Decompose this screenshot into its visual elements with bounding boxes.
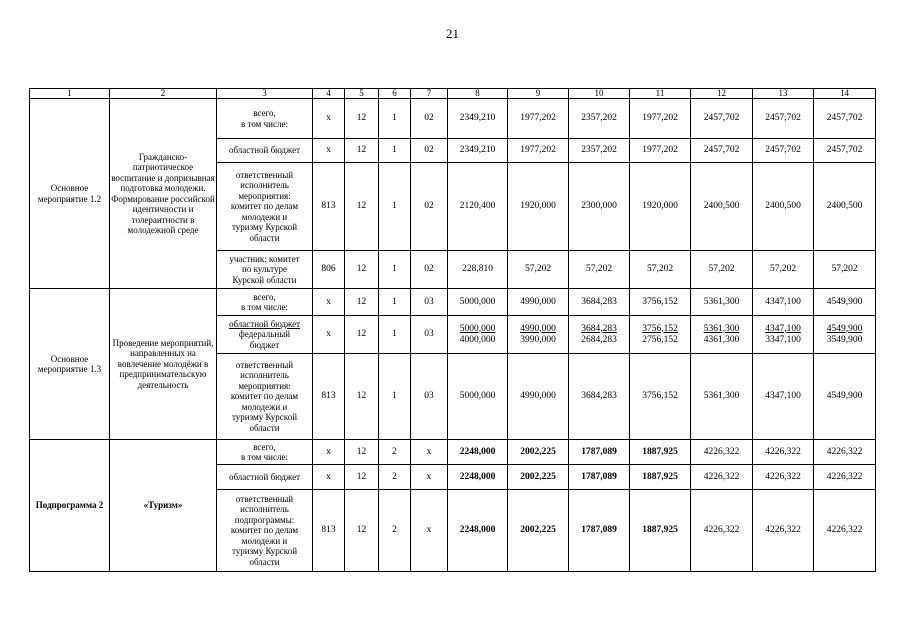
value-line: x xyxy=(326,329,331,339)
event-title: «Туризм» xyxy=(110,440,217,572)
value-line: 2248,000 xyxy=(459,446,496,457)
value-cell xyxy=(691,465,753,490)
value-line: 02 xyxy=(424,201,434,211)
value-cell xyxy=(630,251,691,289)
value-cell xyxy=(630,316,691,354)
value-cell xyxy=(345,139,379,163)
value-line: 57,202 xyxy=(769,264,797,274)
value-cell xyxy=(448,99,508,139)
value-line: 2400,500 xyxy=(765,201,801,211)
value-cell xyxy=(691,139,753,163)
funding-source-line: в том числе: xyxy=(241,302,288,312)
value-line: 813 xyxy=(321,391,336,401)
column-header: 7 xyxy=(411,89,448,99)
column-header: 4 xyxy=(313,89,345,99)
value-line: 4549,900 xyxy=(826,296,863,307)
value-line: 4226,322 xyxy=(765,471,801,482)
column-header: 8 xyxy=(448,89,508,99)
value-line: x xyxy=(326,145,331,155)
value-line: 12 xyxy=(356,329,367,339)
funding-source-line: в том числе: xyxy=(241,118,288,129)
value-cell xyxy=(753,289,814,316)
value-line: 2 xyxy=(392,471,397,482)
value-cell xyxy=(313,99,345,139)
value-line: 2457,702 xyxy=(826,113,863,123)
column-header: 9 xyxy=(508,89,569,99)
funding-source xyxy=(217,289,313,316)
value-cell xyxy=(508,139,569,163)
value-line: 1787,089 xyxy=(581,471,617,482)
value-cell xyxy=(569,440,630,465)
value-line: 2248,000 xyxy=(459,525,496,535)
value-cell xyxy=(379,139,411,163)
value-line: 02 xyxy=(424,145,434,155)
value-cell xyxy=(448,490,508,572)
funding-source-line: туризму Курской xyxy=(231,546,298,557)
value-line: 1787,089 xyxy=(581,525,617,535)
column-header: 14 xyxy=(814,89,876,99)
funding-source-line: бюджет xyxy=(249,339,280,350)
value-cell xyxy=(379,490,411,572)
value-cell xyxy=(411,99,448,139)
value-cell xyxy=(448,354,508,440)
value-cell xyxy=(814,289,876,316)
value-cell xyxy=(448,440,508,465)
value-cell xyxy=(411,440,448,465)
value-cell xyxy=(313,440,345,465)
value-line: 3756,152 xyxy=(642,391,678,401)
value-line: 2248,000 xyxy=(459,471,496,482)
value-cell xyxy=(345,251,379,289)
value-line: 2457,702 xyxy=(703,113,740,123)
funding-source xyxy=(217,490,313,572)
column-header: 3 xyxy=(217,89,313,99)
value-cell xyxy=(411,139,448,163)
value-cell xyxy=(411,465,448,490)
funding-source-line: исполнитель xyxy=(240,180,289,191)
value-line: 2357,202 xyxy=(581,145,617,155)
value-cell xyxy=(630,99,691,139)
value-cell xyxy=(569,251,630,289)
value-cell xyxy=(448,465,508,490)
value-line: 1787,089 xyxy=(581,446,617,457)
value-line: 1 xyxy=(392,145,397,155)
funding-source xyxy=(217,465,313,490)
value-cell xyxy=(313,490,345,572)
value-line: 12 xyxy=(356,525,367,535)
value-line: 4990,000 xyxy=(520,391,556,401)
table-row xyxy=(30,99,876,139)
value-line: x xyxy=(326,296,331,307)
value-line: 2002,225 xyxy=(520,471,556,482)
value-line: 2457,702 xyxy=(703,145,740,155)
funding-source-line: федеральный xyxy=(238,329,291,340)
column-header: 6 xyxy=(379,89,411,99)
value-line: 4226,322 xyxy=(703,446,740,457)
value-cell xyxy=(345,440,379,465)
value-cell xyxy=(814,354,876,440)
value-cell xyxy=(753,251,814,289)
value-line: 2349,210 xyxy=(459,145,496,155)
value-line: 02 xyxy=(424,113,434,123)
value-line: 5000,000 xyxy=(459,391,496,401)
value-cell xyxy=(411,354,448,440)
value-cell xyxy=(379,354,411,440)
funding-source-line: ответственный xyxy=(235,493,294,504)
value-line: x xyxy=(426,446,432,457)
value-line: 2457,702 xyxy=(826,145,863,155)
value-line: 57,202 xyxy=(708,264,735,274)
value-line: 57,202 xyxy=(831,264,858,274)
value-line: 3347,100 xyxy=(765,334,801,345)
value-line: 1 xyxy=(392,329,397,339)
funding-source-line: всего, xyxy=(253,108,276,118)
value-line: 1977,202 xyxy=(642,113,678,123)
value-cell xyxy=(313,316,345,354)
value-line: 4000,000 xyxy=(459,334,496,345)
value-cell xyxy=(691,251,753,289)
value-cell xyxy=(630,354,691,440)
value-cell xyxy=(448,139,508,163)
value-cell xyxy=(630,465,691,490)
value-cell xyxy=(411,163,448,251)
value-cell xyxy=(814,251,876,289)
value-line: 2684,283 xyxy=(581,334,617,345)
value-line: 4990,000 xyxy=(520,296,556,307)
funding-source-line: исполнитель xyxy=(240,504,289,515)
value-line: 2756,152 xyxy=(642,334,678,345)
value-cell xyxy=(814,440,876,465)
value-cell xyxy=(313,289,345,316)
value-cell xyxy=(345,289,379,316)
value-line: 5361,300 xyxy=(703,296,740,307)
value-line: x xyxy=(426,525,432,535)
value-line: 4226,322 xyxy=(765,525,801,535)
value-line: 12 xyxy=(356,446,367,457)
value-line: 2120,400 xyxy=(459,201,496,211)
value-cell xyxy=(569,99,630,139)
value-line: 02 xyxy=(424,264,434,274)
value-cell xyxy=(691,289,753,316)
funding-source-line: области xyxy=(249,232,280,243)
value-line: 2457,702 xyxy=(765,145,801,155)
value-line: 1887,925 xyxy=(642,525,678,535)
value-line: 12 xyxy=(356,201,367,211)
value-cell xyxy=(508,289,569,316)
funding-source-line: областной бюджет xyxy=(228,318,301,329)
funding-source xyxy=(217,139,313,163)
value-cell xyxy=(379,465,411,490)
value-line: 03 xyxy=(424,391,434,401)
funding-source-line: в том числе: xyxy=(241,452,288,462)
value-line: 57,202 xyxy=(524,264,552,274)
value-line: 4226,322 xyxy=(703,471,740,482)
value-cell xyxy=(753,490,814,572)
value-cell xyxy=(379,99,411,139)
value-cell xyxy=(814,99,876,139)
value-line: 12 xyxy=(356,391,367,401)
funding-source-line: мероприятия: xyxy=(238,190,291,201)
value-line: 813 xyxy=(321,525,336,535)
funding-source xyxy=(217,163,313,251)
value-cell xyxy=(508,251,569,289)
value-line: 3756,152 xyxy=(642,323,678,334)
funding-source-line: исполнитель xyxy=(240,370,289,381)
value-cell xyxy=(814,316,876,354)
funding-source-line: ответственный xyxy=(235,169,294,180)
value-line: 1 xyxy=(392,264,397,274)
value-cell xyxy=(411,251,448,289)
value-line: 2400,500 xyxy=(703,201,740,211)
funding-source-line: туризму Курской xyxy=(231,222,298,233)
value-cell xyxy=(691,354,753,440)
value-line: 12 xyxy=(356,264,367,274)
value-cell xyxy=(508,465,569,490)
value-line: 3684,283 xyxy=(581,296,617,307)
value-line: 12 xyxy=(356,471,367,482)
column-header: 10 xyxy=(569,89,630,99)
value-cell xyxy=(448,163,508,251)
value-cell xyxy=(691,316,753,354)
event-title: Проведение мероприятий, направленных на вовлечение молодёжи в предпринимательскую деятельность xyxy=(110,289,217,440)
value-cell xyxy=(691,440,753,465)
page-number: 21 xyxy=(446,26,459,41)
value-cell xyxy=(313,465,345,490)
value-line: 57,202 xyxy=(585,264,613,274)
value-cell xyxy=(569,465,630,490)
value-line: x xyxy=(326,113,331,123)
column-header: 12 xyxy=(691,89,753,99)
value-cell xyxy=(569,139,630,163)
value-line: 3684,283 xyxy=(581,391,617,401)
value-line: 4226,322 xyxy=(826,525,863,535)
value-line: 1977,202 xyxy=(520,113,556,123)
value-cell xyxy=(569,490,630,572)
funding-source-line: области xyxy=(249,556,280,567)
value-line: 1 xyxy=(392,113,397,123)
event-name: Основное мероприятие 1.2 xyxy=(30,99,110,289)
value-cell xyxy=(345,465,379,490)
value-line: 4226,322 xyxy=(765,446,801,457)
value-cell xyxy=(753,465,814,490)
funding-source-line: мероприятия: xyxy=(238,380,291,391)
value-line: 228,810 xyxy=(462,264,493,274)
value-cell xyxy=(691,490,753,572)
value-cell xyxy=(630,289,691,316)
funding-source-line: участник: комитет xyxy=(229,253,300,264)
value-cell xyxy=(569,316,630,354)
value-cell xyxy=(313,163,345,251)
funding-source-line: комитет по делам xyxy=(230,525,299,536)
value-line: x xyxy=(326,471,331,482)
table-row xyxy=(30,289,876,316)
funding-source-line: молодежи и xyxy=(241,535,288,546)
value-line: 1977,202 xyxy=(520,145,556,155)
value-line: 12 xyxy=(356,113,367,123)
event-name: Основное мероприятие 1.3 xyxy=(30,289,110,440)
value-line: 5000,000 xyxy=(459,323,496,334)
value-cell xyxy=(345,99,379,139)
value-line: x xyxy=(326,446,331,457)
value-line: 2300,000 xyxy=(581,201,617,211)
value-line: 12 xyxy=(356,145,367,155)
value-cell xyxy=(569,289,630,316)
value-cell xyxy=(753,139,814,163)
table-row xyxy=(30,440,876,465)
value-line: 1920,000 xyxy=(520,201,556,211)
value-cell xyxy=(814,465,876,490)
funding-source-line: молодежи и xyxy=(241,401,288,412)
value-line: 4347,100 xyxy=(765,323,801,334)
value-line: 3684,283 xyxy=(581,323,617,334)
funding-source-line: молодежи и xyxy=(241,211,288,222)
value-cell xyxy=(569,163,630,251)
funding-source-line: по культуре xyxy=(242,264,287,275)
value-cell xyxy=(630,139,691,163)
value-line: 4347,100 xyxy=(765,296,801,307)
value-line: 2 xyxy=(392,525,397,535)
funding-source-line: комитет по делам xyxy=(230,391,299,402)
column-header: 1 xyxy=(30,89,110,99)
value-cell xyxy=(753,440,814,465)
column-header: 13 xyxy=(753,89,814,99)
value-cell xyxy=(448,316,508,354)
value-cell xyxy=(691,99,753,139)
value-cell xyxy=(630,163,691,251)
value-cell xyxy=(448,289,508,316)
value-cell xyxy=(379,316,411,354)
value-cell xyxy=(569,354,630,440)
value-line: 4347,100 xyxy=(765,391,801,401)
funding-source xyxy=(217,99,313,139)
value-line: 1 xyxy=(392,391,397,401)
value-cell xyxy=(814,163,876,251)
budget-table xyxy=(29,88,876,572)
value-line: 2349,210 xyxy=(459,113,496,123)
funding-source xyxy=(217,316,313,354)
value-cell xyxy=(814,490,876,572)
funding-source-line: комитет по делам xyxy=(230,201,299,212)
value-cell xyxy=(508,490,569,572)
funding-source-line: подпрограммы: xyxy=(234,514,295,525)
value-cell xyxy=(313,139,345,163)
value-cell xyxy=(411,289,448,316)
value-cell xyxy=(630,490,691,572)
value-cell xyxy=(814,139,876,163)
value-cell xyxy=(379,440,411,465)
value-cell xyxy=(508,163,569,251)
event-name: Подпрограмма 2 xyxy=(30,440,110,572)
value-line: 1977,202 xyxy=(642,145,678,155)
value-line: x xyxy=(426,471,432,482)
value-line: 2002,225 xyxy=(520,446,556,457)
value-cell xyxy=(630,440,691,465)
value-cell xyxy=(753,354,814,440)
value-line: 12 xyxy=(356,296,367,307)
funding-source xyxy=(217,251,313,289)
funding-source-line: всего, xyxy=(253,291,276,302)
value-line: 2400,500 xyxy=(826,201,863,211)
value-cell xyxy=(411,490,448,572)
value-line: 2457,702 xyxy=(765,113,801,123)
value-line: 03 xyxy=(424,329,434,339)
value-cell xyxy=(313,251,345,289)
funding-source-line: Курской области xyxy=(232,274,297,285)
value-line: 2 xyxy=(392,446,397,457)
value-line: 813 xyxy=(321,201,336,211)
value-line: 4549,900 xyxy=(826,391,863,401)
value-line: 1 xyxy=(392,296,397,307)
value-cell xyxy=(345,163,379,251)
column-header: 2 xyxy=(110,89,217,99)
value-cell xyxy=(753,163,814,251)
value-line: 4990,000 xyxy=(520,323,556,334)
table-header-row xyxy=(30,89,876,99)
value-line: 1887,925 xyxy=(642,446,678,457)
funding-source-line: областной бюджет xyxy=(228,145,301,156)
value-line: 3990,000 xyxy=(520,334,556,345)
value-cell xyxy=(508,354,569,440)
value-line: 4226,322 xyxy=(826,471,863,482)
value-line: 5361,300 xyxy=(703,323,740,334)
value-cell xyxy=(508,316,569,354)
value-cell xyxy=(345,354,379,440)
value-cell xyxy=(448,251,508,289)
value-cell xyxy=(691,163,753,251)
value-line: 5000,000 xyxy=(459,296,496,307)
value-cell xyxy=(753,316,814,354)
value-cell xyxy=(508,440,569,465)
funding-source-line: области xyxy=(249,422,280,433)
value-line: 4226,322 xyxy=(703,525,740,535)
value-line: 57,202 xyxy=(646,264,674,274)
value-line: 4549,900 xyxy=(826,323,863,334)
funding-source-line: всего, xyxy=(253,441,276,452)
value-cell xyxy=(379,163,411,251)
value-cell xyxy=(345,490,379,572)
value-cell xyxy=(379,251,411,289)
value-cell xyxy=(753,99,814,139)
column-header: 5 xyxy=(345,89,379,99)
value-line: 1920,000 xyxy=(642,201,678,211)
value-line: 806 xyxy=(321,264,336,274)
event-title: Гражданско-патриотическое воспитание и допризывная подготовка молодежи. Формирование российской идентичности и толерантности в молодежной среде xyxy=(110,99,217,289)
value-line: 03 xyxy=(424,296,434,307)
value-cell xyxy=(345,316,379,354)
value-cell xyxy=(411,316,448,354)
funding-source xyxy=(217,440,313,465)
value-line: 4361,300 xyxy=(703,334,740,345)
value-line: 4226,322 xyxy=(826,446,863,457)
value-line: 2002,225 xyxy=(520,525,556,535)
column-header: 11 xyxy=(630,89,691,99)
value-line: 5361,300 xyxy=(703,391,740,401)
funding-source-line: областной бюджет xyxy=(228,471,301,482)
funding-source-line: туризму Курской xyxy=(231,412,298,423)
value-line: 1887,925 xyxy=(642,471,678,482)
value-line: 2357,202 xyxy=(581,113,617,123)
value-line: 3549,900 xyxy=(826,334,863,345)
funding-source-line: ответственный xyxy=(235,359,294,370)
value-cell xyxy=(508,99,569,139)
value-cell xyxy=(379,289,411,316)
funding-source xyxy=(217,354,313,440)
value-line: 3756,152 xyxy=(642,296,678,307)
value-line: 1 xyxy=(392,201,397,211)
value-cell xyxy=(313,354,345,440)
